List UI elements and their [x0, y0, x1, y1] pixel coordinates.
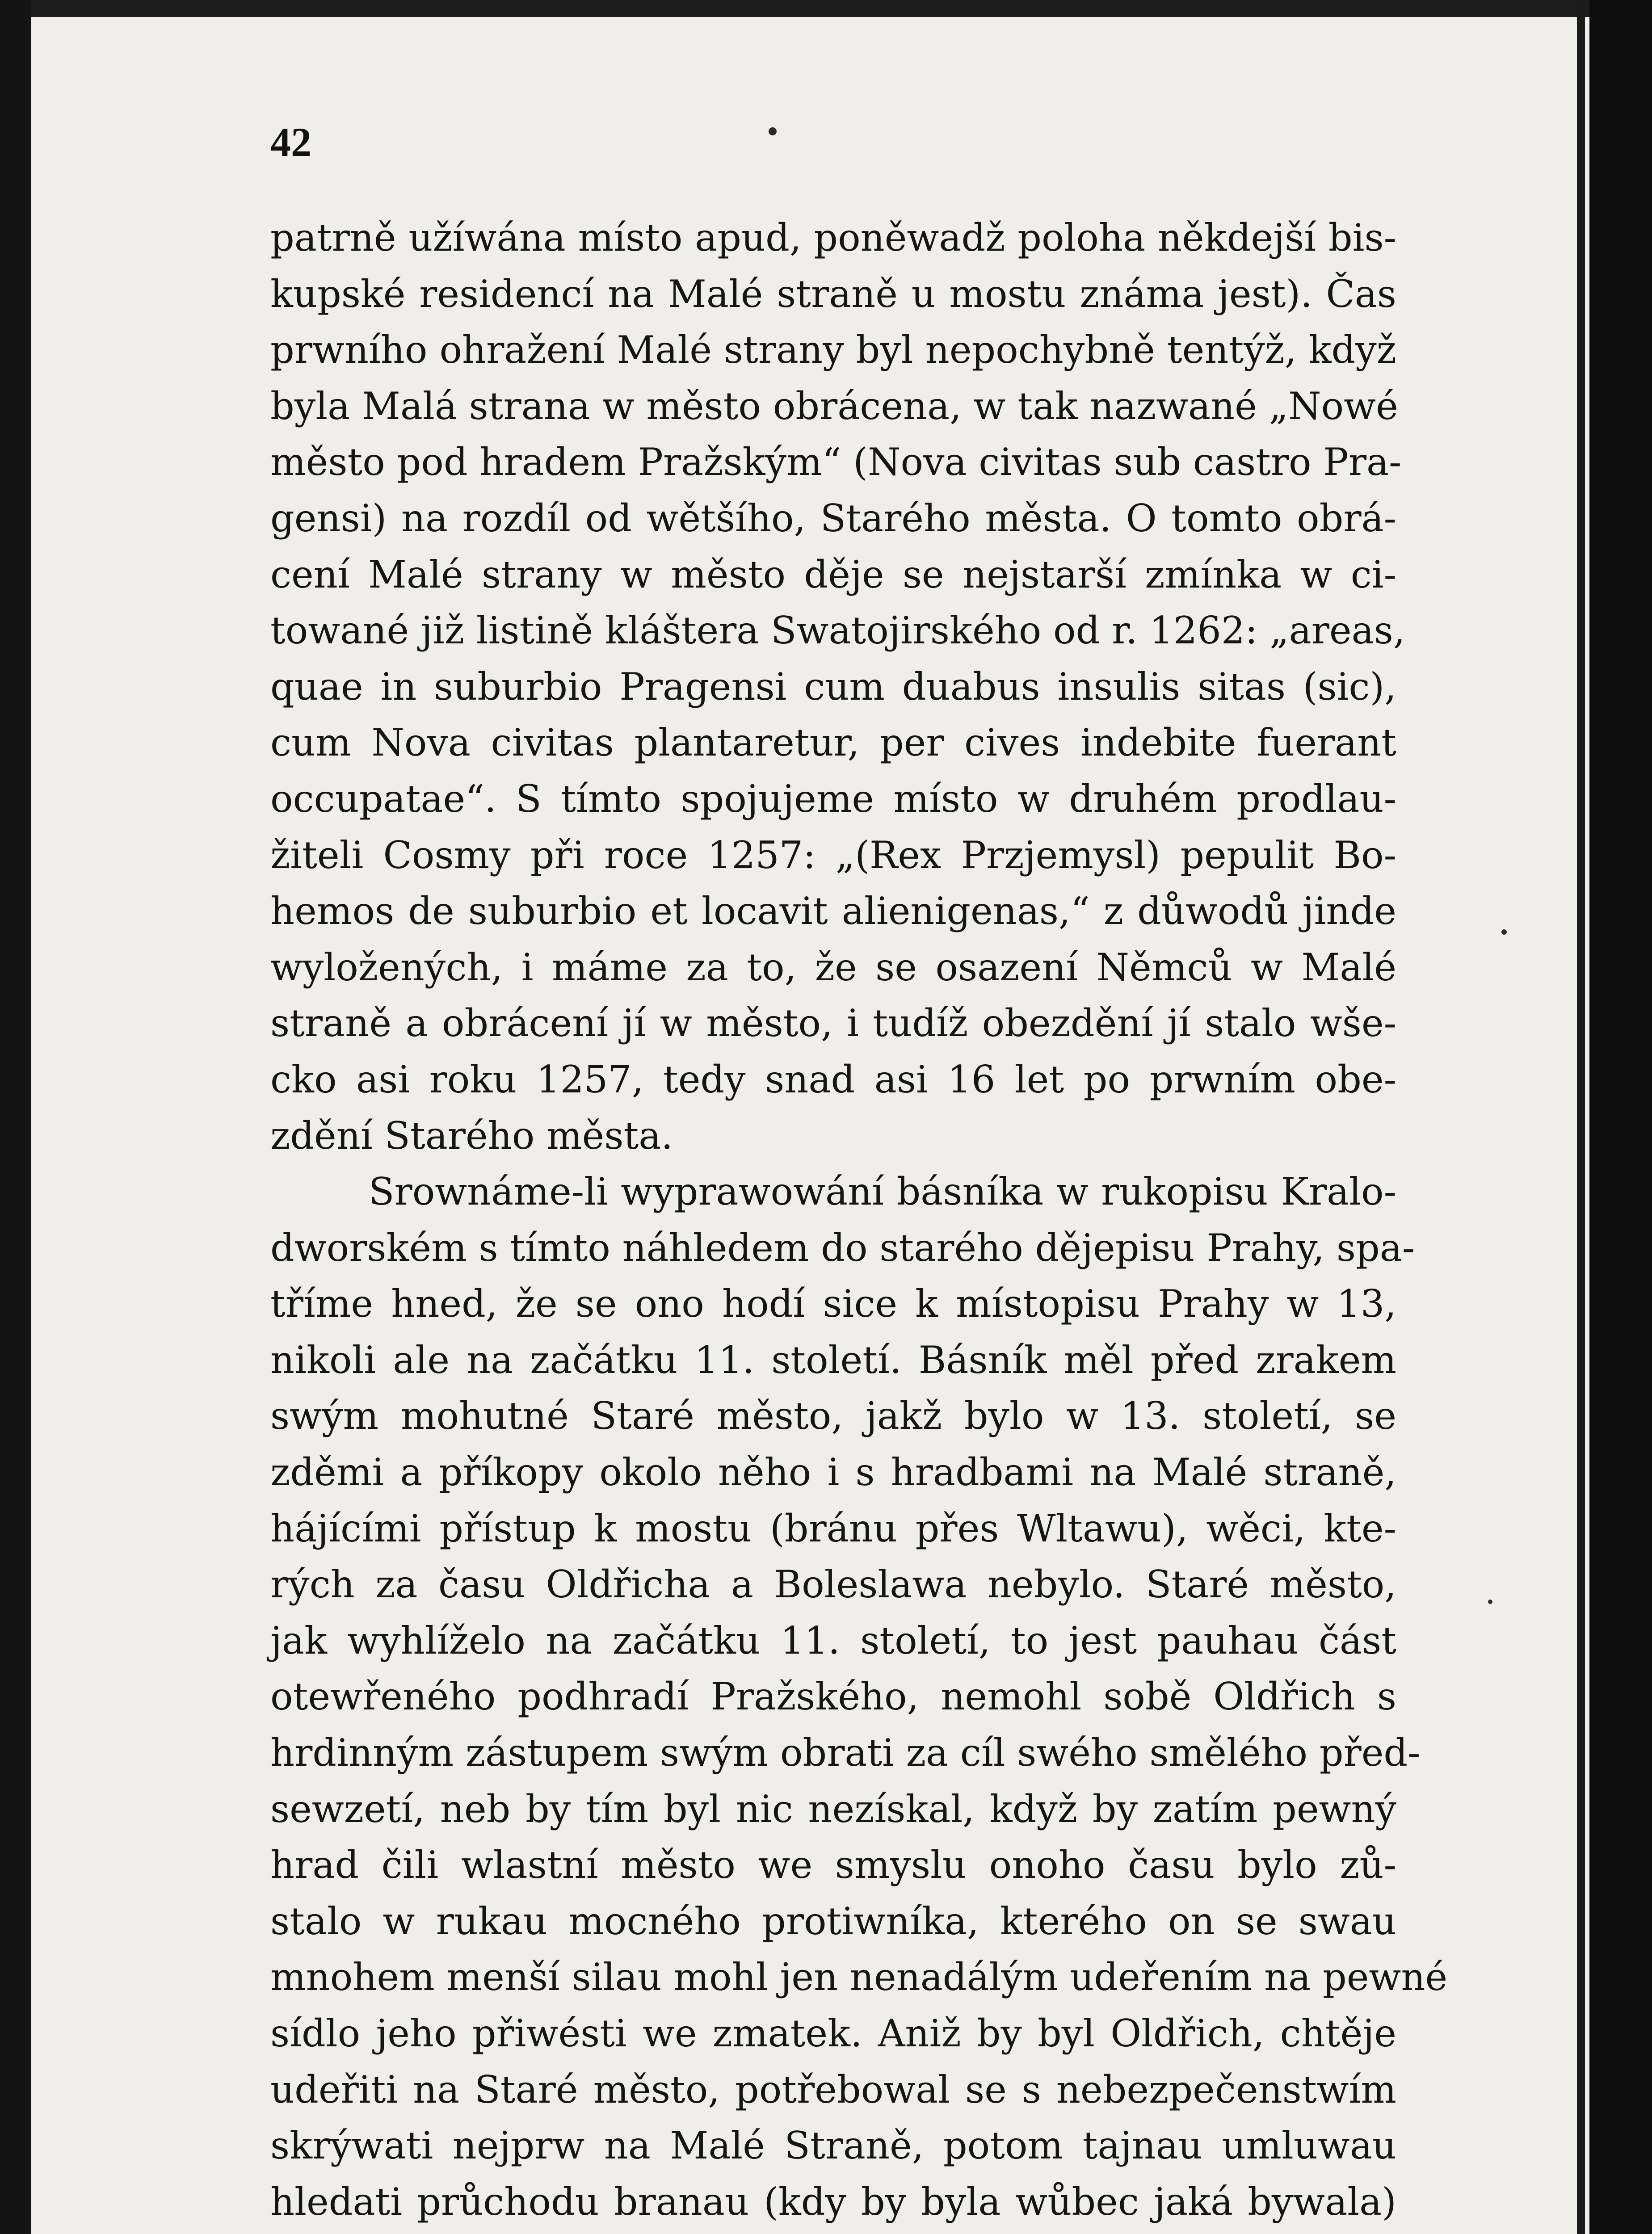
- scan-edge-top: [0, 0, 1652, 17]
- text-line: jak wyhlíželo na začátku 11. století, to jest pauhau část: [270, 1618, 1396, 1663]
- text-line: hrdinným zástupem swým obrati za cíl swého smělého před-: [270, 1731, 1421, 1775]
- text-line: occupatae“. S tímto spojujeme místo w druhém prodlau-: [270, 777, 1396, 821]
- text-line: gensi) na rozdíl od wětšího, Starého města. O tomto obrá-: [270, 496, 1396, 540]
- text-line: zdění Starého města.: [270, 1113, 673, 1158]
- body-text: [270, 210, 1448, 2230]
- page-number: 42: [270, 119, 311, 165]
- text-line: swým mohutné Staré město, jakž bylo w 13. století, se: [270, 1394, 1396, 1438]
- text-line: hájícími přístup k mostu (bránu přes Wltawu), wěci, kte-: [270, 1506, 1396, 1550]
- text-line: byla Malá strana w město obrácena, w tak nazwané „Nowé: [270, 384, 1398, 428]
- text-line: žiteli Cosmy při roce 1257: „(Rex Przjemysl) pepulit Bo-: [270, 833, 1396, 877]
- text-line: udeřiti na Staré město, potřebowal se s nebezpečenstwím: [270, 2067, 1396, 2112]
- text-line: cko asi roku 1257, tedy snad asi 16 let po prwním obe-: [270, 1057, 1396, 1101]
- text-line: kupské residencí na Malé straně u mostu známa jest). Čas: [270, 272, 1396, 316]
- text-line: otewřeného podhradí Pražského, nemohl sobě Oldřich s: [270, 1675, 1396, 1719]
- dust-speck: [769, 127, 777, 135]
- text-line: mnohem menší silau mohl jen nenadálým udeřením na pewné: [270, 1955, 1448, 1999]
- scan-edge-right-line: [1577, 0, 1585, 2234]
- text-line: rých za času Oldřicha a Boleslawa nebylo. Staré město,: [270, 1562, 1396, 1607]
- text-line: hrad čili wlastní město we smyslu onoho času bylo zů-: [270, 1843, 1396, 1887]
- text-line: dworském s tímto náhledem do starého dějepisu Prahy, spa-: [270, 1226, 1415, 1270]
- dust-speck: [1488, 1600, 1492, 1604]
- text-line: prwního ohražení Malé strany byl nepochybně tentýž, když: [270, 328, 1396, 372]
- text-line: sewzetí, neb by tím byl nic nezískal, když by zatím pewný: [270, 1787, 1396, 1831]
- text-line: straně a obrácení jí w město, i tudíž obezdění jí stalo wše-: [270, 1001, 1396, 1046]
- text-line: sídlo jeho přiwésti we zmatek. Aniž by byl Oldřich, chtěje: [270, 2011, 1396, 2055]
- dust-speck: [1501, 929, 1507, 935]
- scan-edge-left: [0, 0, 31, 2234]
- text-line: nikoli ale na začátku 11. století. Básník měl před zrakem: [270, 1338, 1396, 1382]
- text-line: wyložených, i máme za to, že se osazení Němců w Malé: [270, 945, 1396, 989]
- text-line: Srownáme-li wyprawowání básníka w rukopisu Kralo-: [369, 1170, 1396, 1214]
- text-line: hemos de suburbio et locavit alienigenas,“ z důwodů jinde: [270, 889, 1396, 933]
- text-line: zděmi a příkopy okolo něho i s hradbami na Malé straně,: [270, 1450, 1396, 1495]
- text-line: towané již listině kláštera Swatojirského od r. 1262: „areas,: [270, 609, 1405, 653]
- text-line: město pod hradem Pražským“ (Nova civitas sub castro Pra-: [270, 440, 1402, 484]
- scan-edge-right: [1589, 0, 1652, 2234]
- text-line: cum Nova civitas plantaretur, per cives indebite fuerant: [270, 721, 1396, 765]
- text-line: stalo w rukau mocného protiwníka, kterého on se swau: [270, 1899, 1396, 1943]
- text-line: cení Malé strany w město děje se nejstarší zmínka w ci-: [270, 552, 1396, 596]
- text-line: quae in suburbio Pragensi cum duabus insulis sitas (sic),: [270, 664, 1396, 709]
- text-line: tříme hned, že se ono hodí sice k místopisu Prahy w 13,: [270, 1282, 1396, 1326]
- text-line: skrýwati nejprw na Malé Straně, potom tajnau umluwau: [270, 2124, 1396, 2168]
- text-line: patrně užíwána místo apud, poněwadž poloha někdejší bis-: [270, 216, 1396, 260]
- text-line: hledati průchodu branau (kdy by byla wůbec jaká bywala): [270, 2179, 1396, 2224]
